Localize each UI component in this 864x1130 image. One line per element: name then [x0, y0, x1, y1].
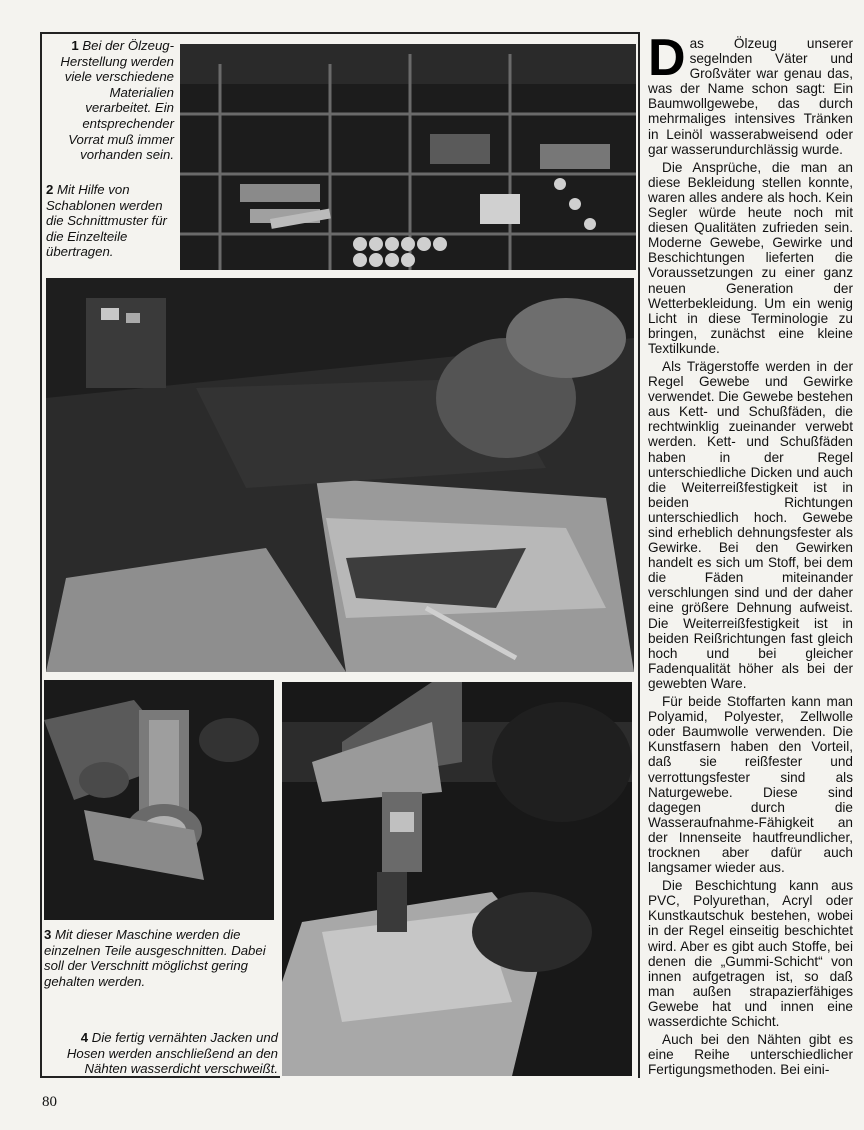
photo-seam-welding	[282, 682, 632, 1076]
photo-cutting-machine	[44, 680, 274, 920]
caption-4-number: 4	[80, 1030, 89, 1045]
page-number: 80	[42, 1094, 57, 1110]
article-paragraph-4: Für beide Stoffarten kann man Polyamid, Polyester, Zellwolle oder Baumwolle verwenden. Die Kunstfasern haben den Vorteil, daß sie reißfester und verrottungsfester sind als Naturgewebe. Diese sind dagegen durch die Wasseraufnahme-Fähigkeit an der Innenseite hautfreundlicher, trocknen aber dafür auch langsamer wieder aus.	[648, 694, 853, 876]
article-paragraph-1-text: as Ölzeug unserer segelnden Väter und Großväter war genau das, was der Name schon sagt: Ein Baumwollgewebe, das durch mehrmaliges intensives Tränken in Leinöl wasserabweisend oder gar wasserundurchlässig wurde.	[648, 36, 853, 157]
frame-line-right	[638, 32, 640, 1078]
frame-line-left	[40, 32, 42, 1078]
caption-4	[44, 1030, 278, 1077]
caption-2-text: Mit Hilfe von Schablonen werden die Schnittmuster für die Einzelteile übertragen.	[46, 182, 167, 260]
caption-4-text: Die fertig vernähten Jacken und Hosen werden anschließend an den Nähten wasserdicht verschweißt.	[66, 1030, 278, 1077]
caption-3	[44, 927, 278, 989]
article-body	[648, 29, 853, 1080]
article-paragraph-1	[648, 29, 853, 157]
caption-2-number: 2	[46, 182, 54, 197]
caption-1-number: 1	[71, 38, 79, 53]
article-paragraph-6: Auch bei den Nähten gibt es eine Reihe unterschiedlicher Fertigungsmethoden. Bei eini-	[648, 1032, 853, 1078]
caption-3-number: 3	[44, 927, 52, 942]
frame-line-top	[40, 32, 640, 34]
photo-material-storage	[180, 44, 636, 270]
article-paragraph-2: Die Ansprüche, die man an diese Bekleidung stellen konnte, waren alles andere als hoch. Kein Segler würde heute noch mit diesen Qualitäten zufrieden sein. Moderne Gewebe, Gewirke und Beschichtungen lieferten die Voraussetzungen zu einer ganz neuen Generation der Wetterbekleidung. Um ein wenig Licht in diese Terminologie zu bringen, zunächst eine kleine Textilkunde.	[648, 159, 853, 356]
article-paragraph-5: Die Beschichtung kann aus PVC, Polyurethan, Acryl oder Kunstkautschuk bestehen, wobei in der Regel einseitig beschichtet wird. Aber es gibt auch Stoffe, bei denen die „Gummi-Schicht“ von innen aufgetragen ist, so daß man außen strapazierfähiges Gewebe hat und innen eine wasserdichte Schicht.	[648, 878, 853, 1029]
caption-3-text: Mit dieser Maschine werden die einzelnen Teile ausgeschnitten. Dabei soll der Verschnitt möglichst gering gehalten werden.	[44, 927, 266, 989]
caption-1-text: Bei der Ölzeug-Herstellung werden viele verschiedene Materialien verarbeitet. Ein entsprechender Vorrat muß immer vorhanden sein.	[60, 38, 174, 163]
article-paragraph-3: Als Trägerstoffe werden in der Regel Gewebe und Gewirke verwendet. Die Gewebe bestehen aus Kett- und Schußfäden, die rechtwinklig zueinander verwebt werden. Kett- und Schußfäden haben in der Regel unterschiedliche Dicken und auch die Weiterreißfestigkeit ist in beiden Richtungen unterschiedlich hoch. Gewebe sind erheblich dehnungsfester als Gewirke. Bei den Gewirken handelt es sich um Stoff, bei dem die Fäden miteinander verschlungen sind und der daher eine größere Dehnung aufweist. Die Weiterreißfestigkeit ist in beiden Reißrichtungen fast gleich hoch und bei gleicher Fadenqualität höher als bei der gewebten Ware.	[648, 358, 853, 691]
drop-cap: D	[648, 29, 686, 87]
caption-2	[46, 182, 176, 260]
photo-template-cutting	[46, 278, 634, 672]
caption-1	[50, 38, 174, 163]
